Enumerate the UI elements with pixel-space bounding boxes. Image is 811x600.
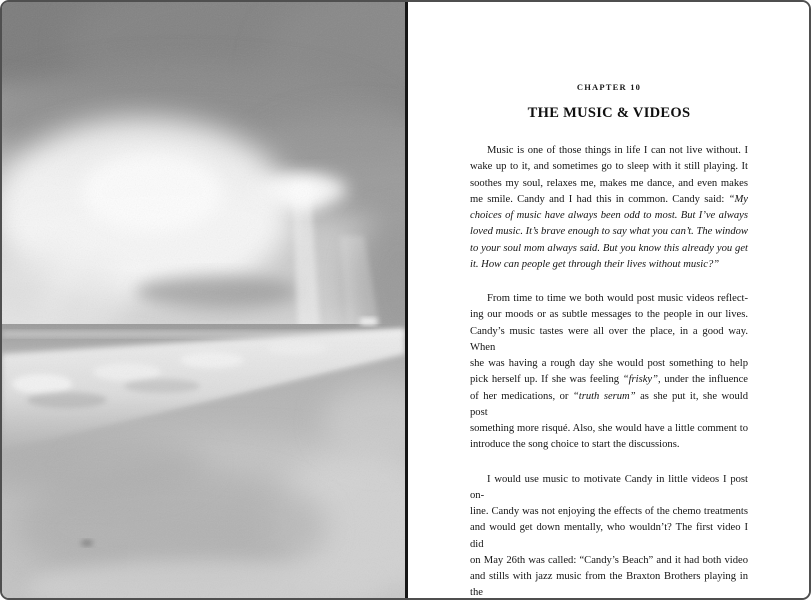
body-text-segment: me smile. Candy and I had this in common. Candy said: <box>470 193 729 205</box>
text-line <box>470 224 748 240</box>
body-text-segment: as she put it, she would post <box>470 390 748 418</box>
body-text-segment: From time to time we both would post music videos reflect- <box>487 293 748 304</box>
body-text-segment: something more risqué. Also, she would have a little comment to <box>470 423 748 434</box>
body-text-segment: on May 26th was called: “Candy’s Beach” and it had both video <box>470 554 748 566</box>
text-line <box>470 553 748 569</box>
body-text-segment: I would use music to motivate Candy in little videos I post on- <box>470 473 748 501</box>
quoted-italic-text: choices of music have always been odd to most. But I’ve always <box>470 210 748 221</box>
quoted-italic-text: “frisky” <box>622 374 659 386</box>
body-text-segment: and would get down mentally, who wouldn’t? The first video I did <box>470 522 748 550</box>
body-text-segment: wake up to it, and sometimes go to sleep with it still playing. It <box>470 161 748 173</box>
text-line <box>470 356 748 372</box>
text-line <box>470 520 748 553</box>
quoted-italic-text: “My <box>728 193 748 205</box>
text-line <box>470 307 748 323</box>
body-text-segment: line. Candy was not enjoying the effects of the chemo treatments <box>470 506 748 517</box>
text-line <box>470 437 748 453</box>
text-line <box>470 472 748 505</box>
chapter-title: THE MUSIC & VIDEOS <box>527 105 691 121</box>
quoted-italic-text: it. How can people get through their lives without music?” <box>470 258 720 270</box>
text-line <box>470 291 748 307</box>
body-text-segment: ing our moods or as subtle messages to the people in our lives. <box>470 309 748 321</box>
quoted-italic-text: to your soul mom always said. But you know this already you get <box>470 242 748 254</box>
text-line <box>470 257 748 273</box>
text-line <box>470 421 748 437</box>
right-page <box>408 2 809 598</box>
quoted-italic-text: “truth serum” <box>572 390 636 402</box>
left-page <box>2 2 405 598</box>
body-text-segment: and stills with jazz music from the Braxton Brothers playing in the <box>470 571 748 599</box>
chapter-label: CHAPTER 10 <box>576 82 642 92</box>
text-line <box>470 389 748 422</box>
text-line <box>470 241 748 257</box>
text-line <box>470 372 748 388</box>
text-line <box>470 569 748 600</box>
text-line <box>470 208 748 224</box>
body-text-segment: of her medications, or <box>470 390 573 402</box>
beach-photo <box>2 2 405 598</box>
body-text <box>470 143 748 600</box>
text-line <box>470 192 748 208</box>
body-text-segment: Candy’s music tastes were all over the place, in a good way. When <box>470 325 748 353</box>
body-text-segment: introduce the song choice to start the discussions. <box>470 439 680 451</box>
body-text-segment: Music is one of those things in life I can not live without. I <box>487 145 748 156</box>
quoted-italic-text: loved music. It’s brave enough to say what you can’t. The window <box>470 226 748 238</box>
text-line <box>470 324 748 357</box>
text-line <box>470 143 748 159</box>
body-text-segment: pick herself up. If she was feeling <box>470 374 623 386</box>
text-line <box>470 504 748 520</box>
paragraph <box>470 291 748 454</box>
body-text-segment: she was having a rough day she would post something to help <box>470 358 748 369</box>
text-line <box>470 159 748 175</box>
body-text-segment: soothes my soul, relaxes me, makes me dance, and even makes <box>470 177 748 189</box>
body-text-segment: , under the influence <box>658 374 748 386</box>
paragraph <box>470 143 748 273</box>
paragraph <box>470 472 748 600</box>
text-line <box>470 176 748 192</box>
